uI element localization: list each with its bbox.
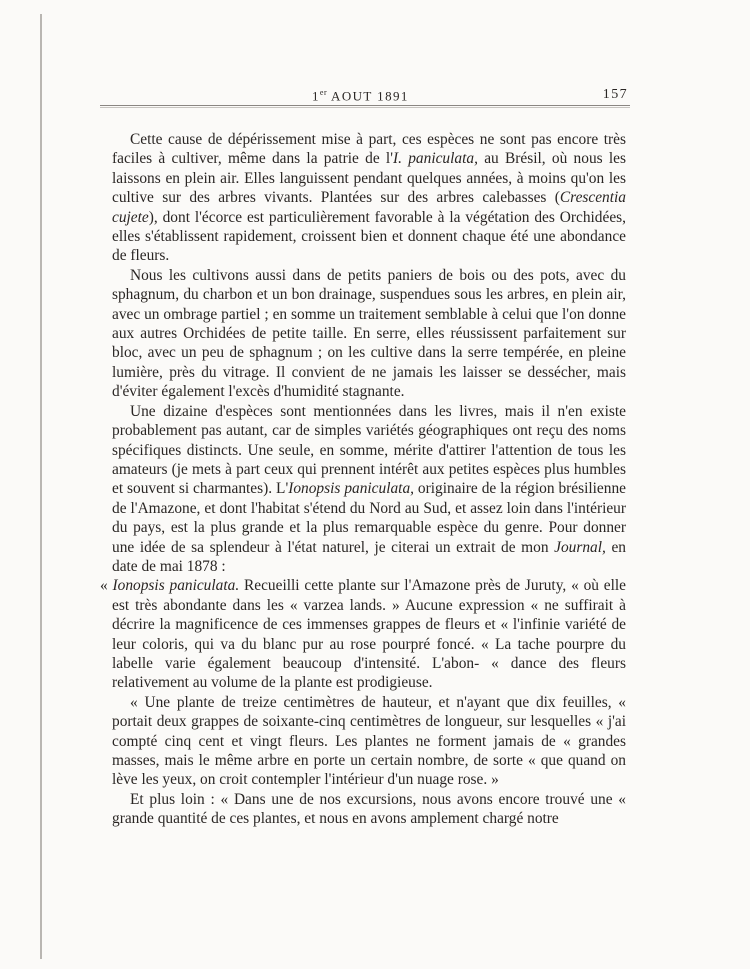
body-text bbox=[112, 130, 626, 829]
paragraph: Nous les cultivons aussi dans de petits paniers de bois ou des pots, avec du sphagnum, du charbon et un bon drainage, suspendues sous les arbres, en plein air, avec un ombrage partiel ; en somme un traitement semblable à celui que l'on donne aux autres Orchidées de petite taille. En serre, elles réussissent parfaitement sur bloc, avec un peu de sphagnum ; on les cultive dans la serre tempérée, en pleine lumière, près du vitrage. Il convient de ne jamais les laisser se dessécher, mais d'éviter également l'excès d'humidité stagnante. bbox=[112, 266, 626, 401]
species-name: Crescentia cujete bbox=[112, 189, 626, 226]
species-name: Ionopsis paniculata, bbox=[288, 480, 414, 498]
quotation: « Ionopsis paniculata. Recueilli cette plante sur l'Amazone près de Juruty, « où elle est très abondante dans les « varzea lands. » Aucune expression « ne suffirait à décrire la magnificence de ces immenses grappes de fleurs et « l'infinie variété de leur coloris, qui va du blanc pur au rose pourpré foncé. « La tache pourpre du labelle varie également beaucoup d'intensité. L'abon- « dance des fleurs relativement au volume de la plante est prodigieuse. bbox=[112, 576, 626, 692]
paragraph: Cette cause de dépérissement mise à part, ces espèces ne sont pas encore très faciles à cultiver, même dans la patrie de l'I. paniculata, au Brésil, où nous les laissons en plein air. Elles languissent pendant quelques années, à moins qu'on les cultive sur des arbres vivants. Plantées sur des arbres calebasses (Crescentia cujete), dont l'écorce est particulièrement favorable à la végétation des Orchidées, elles s'établissent rapidement, croissent bien et donnent chaque été une abondance de fleurs. bbox=[112, 131, 627, 265]
header-month-year: AOUT 1891 bbox=[327, 88, 409, 104]
page-number: 157 bbox=[602, 87, 628, 102]
paragraph: Et plus loin : « Dans une de nos excursions, nous avons encore trouvé une « grande quantité de ces plantes, et nous en avons amplement chargé notre bbox=[112, 790, 626, 828]
paragraph: Une dizaine d'espèces sont mentionnées dans les livres, mais il n'en existe probablement pas autant, car de simples variétés géographiques ont reçu des noms spécifiques distincts. Une seule, en somme, mérite d'attirer l'attention de tous les amateurs (je mets à part ceux qui prennent intérêt aux petites espèces plus humbles et souvent si charmantes). L'Ionopsis paniculata, originaire de la région brésilienne de l'Amazone, et dont l'habitat s'étend du Nord au Sud, et assez loin dans l'intérieur du pays, est la plus grande et la plus remarquable espèce du genre. Pour donner une idée de sa splendeur à l'état naturel, je citerai un extrait de mon Journal, en date de mai 1878 : bbox=[112, 402, 626, 575]
header-date bbox=[312, 88, 409, 104]
species-name: I. paniculata, bbox=[392, 150, 478, 168]
header-day-suffix: er bbox=[319, 88, 328, 97]
species-name: Ionopsis paniculata. bbox=[112, 577, 240, 595]
journal-title: Journal, bbox=[554, 538, 606, 556]
page-edge-shadow bbox=[40, 14, 42, 959]
header-rule bbox=[100, 105, 630, 106]
quotation: « Une plante de treize centimètres de hauteur, et n'ayant que dix feuilles, « portait deux grappes de soixante-cinq centimètres de longueur, sur lesquelles « j'ai compté cinq cent et vingt fleurs. Les plantes ne forment jamais de « grandes masses, mais le même arbre en porte un certain nombre, de sorte « que quand on lève les yeux, on croit contempler l'intérieur d'un nuage rose. » bbox=[112, 693, 626, 789]
header-day: 1 bbox=[312, 88, 320, 104]
header-rule-thin bbox=[100, 107, 630, 108]
